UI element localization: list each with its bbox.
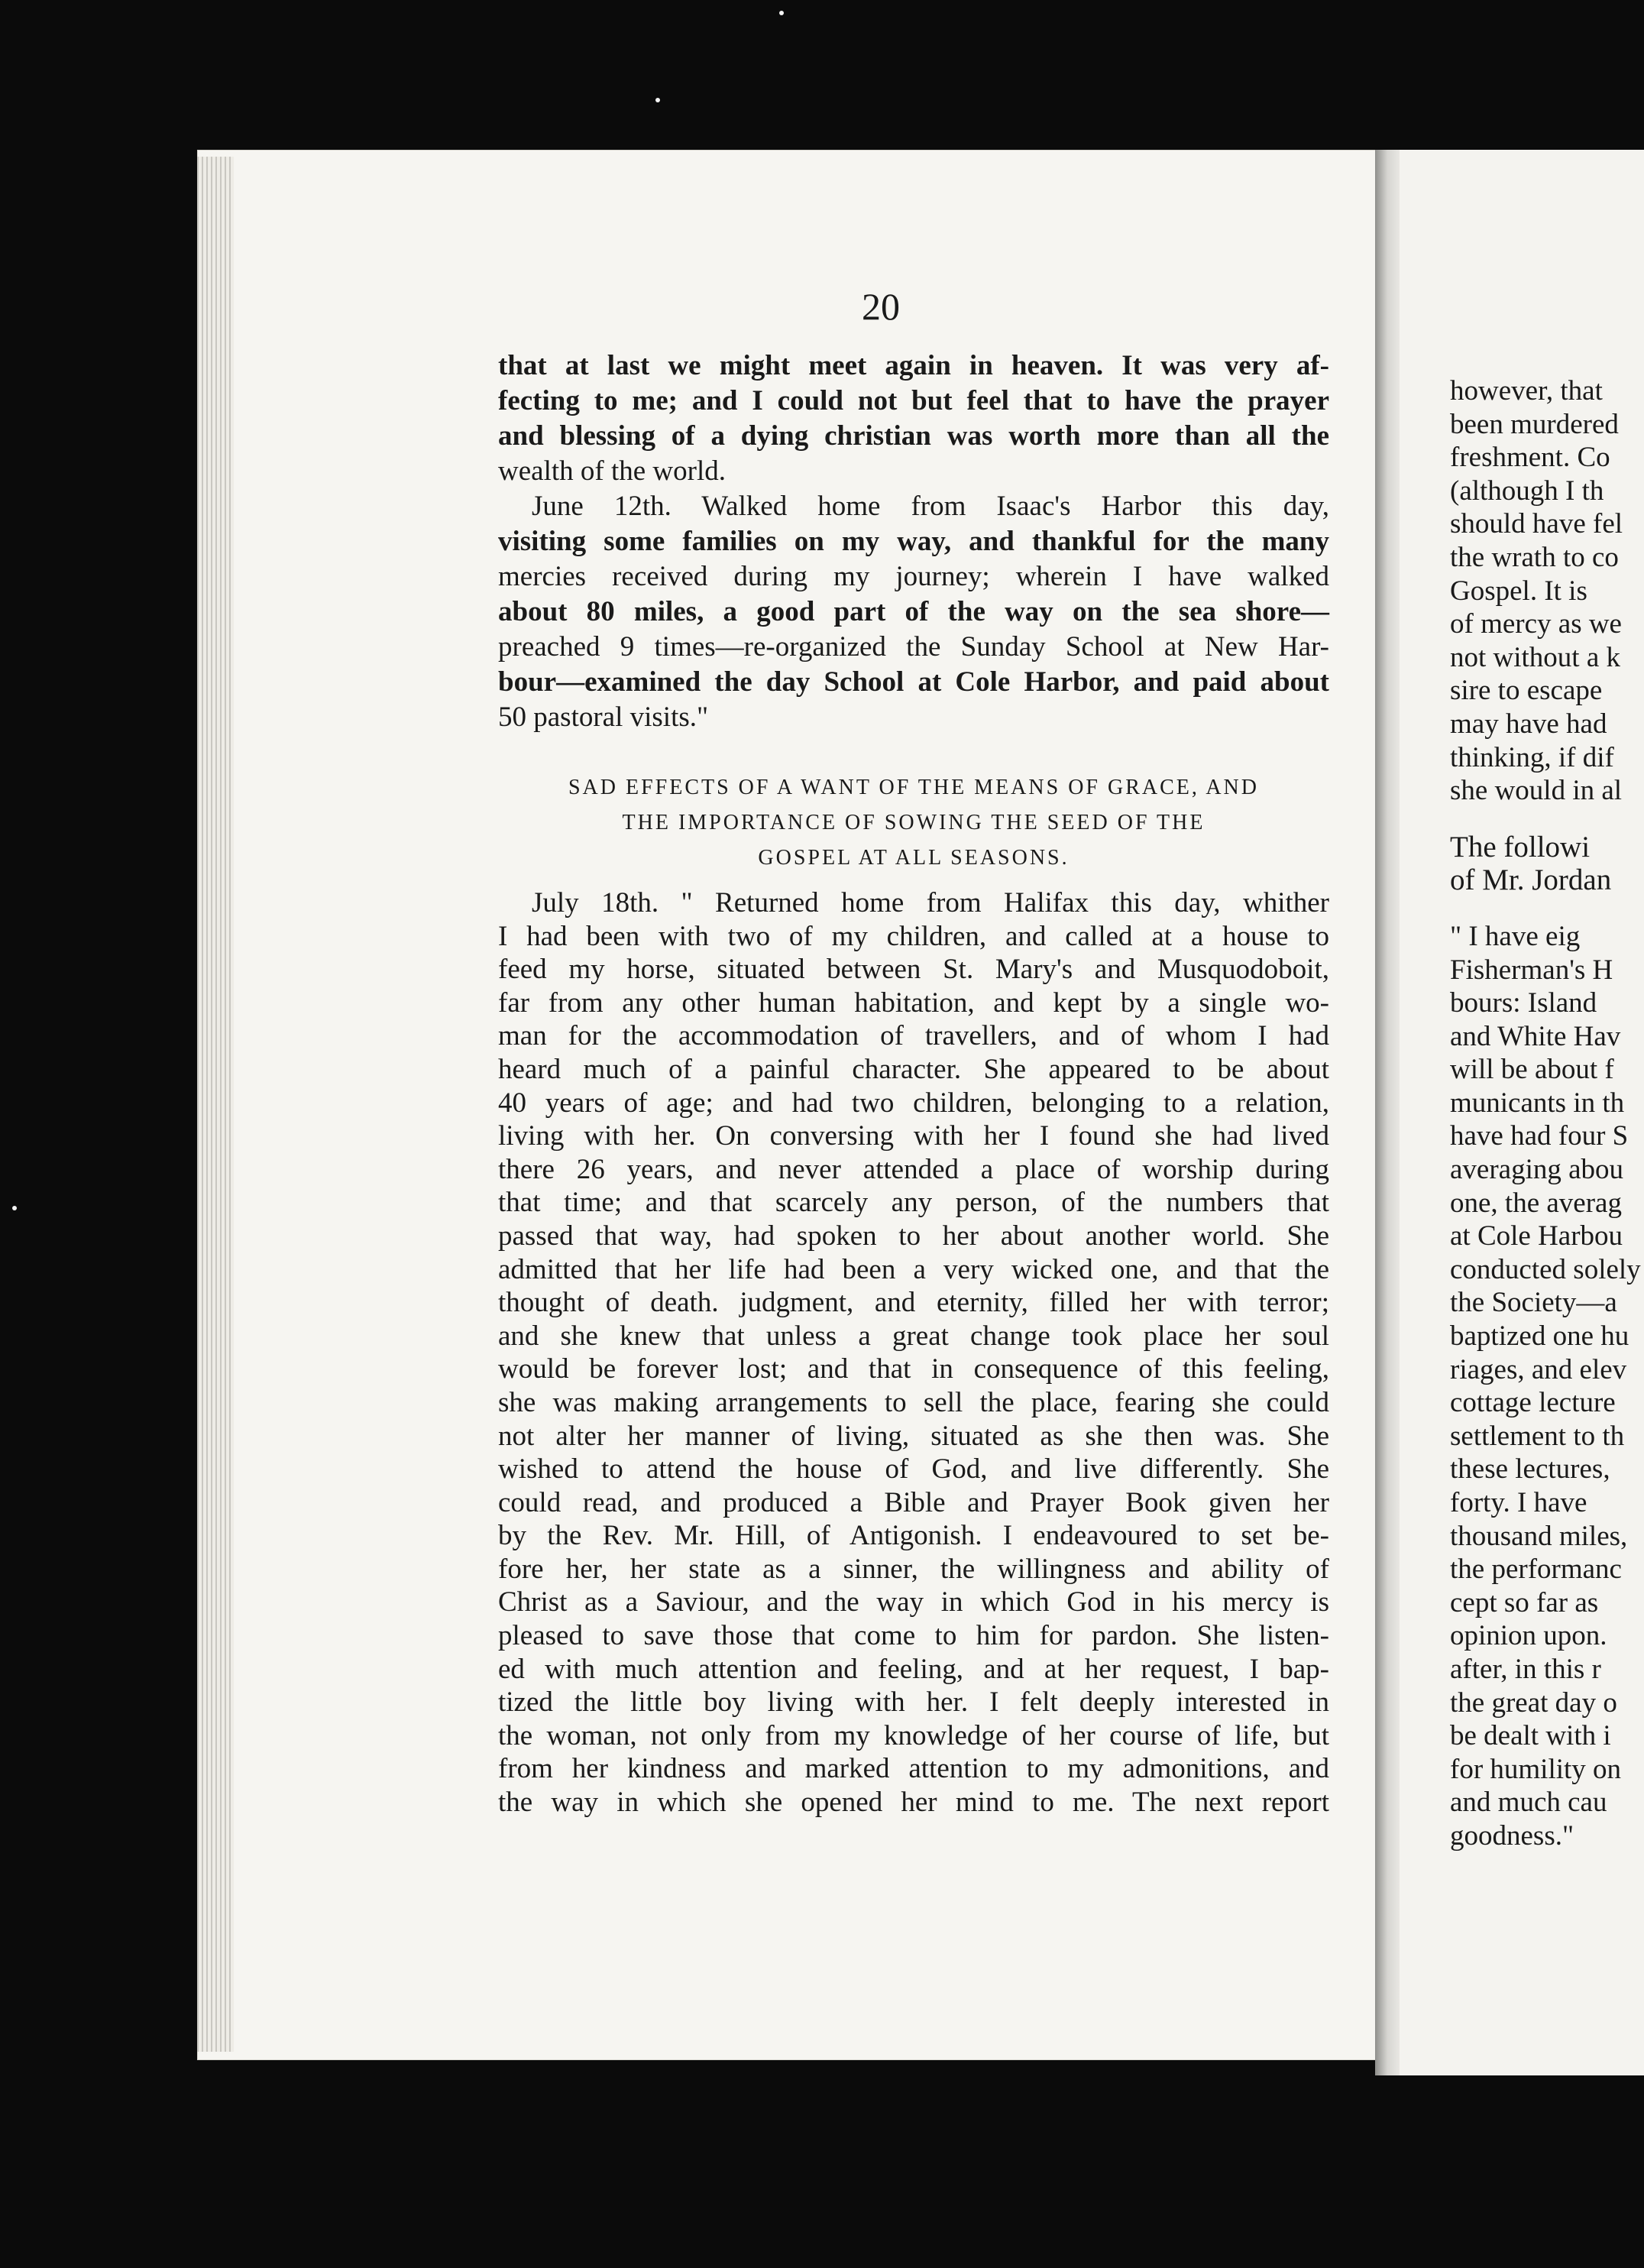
- text-line: fecting to me; and I could not but feel that to have the prayer: [498, 385, 1329, 416]
- text-line: been murdered: [1450, 408, 1619, 440]
- text-line: after, in this r: [1450, 1653, 1601, 1685]
- text-line: far from any other human habitation, and kept by a single wo-: [498, 987, 1329, 1019]
- right-page-text: [1450, 374, 1644, 1853]
- text-line: and much cau: [1450, 1787, 1607, 1819]
- paragraph-gap: [1450, 897, 1644, 920]
- text-line: (although I th: [1450, 475, 1604, 507]
- text-line: conducted solely: [1450, 1253, 1641, 1285]
- text-line: passed that way, had spoken to her about another world. She: [498, 1220, 1329, 1252]
- text-line: from her kindness and marked attention to my admonitions, and: [498, 1753, 1329, 1785]
- text-line: forty. I have: [1450, 1487, 1587, 1518]
- text-line: living with her. On conversing with her I found she had lived: [498, 1120, 1329, 1152]
- text-line: ed with much attention and feeling, and at her request, I bap-: [498, 1653, 1329, 1685]
- text-line: bour—examined the day School at Cole Harbor, and paid about: [498, 666, 1329, 698]
- text-line: not alter her manner of living, situated as she then was. She: [498, 1420, 1329, 1452]
- text-line: thinking, if dif: [1450, 741, 1614, 773]
- text-line: could read, and produced a Bible and Prayer Book given her: [498, 1486, 1329, 1518]
- text-line: June 12th. Walked home from Isaac's Harbor this day,: [532, 491, 1329, 522]
- text-line: will be about f: [1450, 1054, 1614, 1086]
- text-line: the great day o: [1450, 1686, 1617, 1719]
- text-line: and White Hav: [1450, 1020, 1621, 1052]
- scan-speck: [12, 1206, 17, 1210]
- text-line: she would in al: [1450, 775, 1623, 807]
- text-line: municants in th: [1450, 1087, 1625, 1119]
- page-edges: [197, 157, 234, 2052]
- heading-line: SAD EFFECTS OF A WANT OF THE MEANS OF GRACE, AND: [568, 776, 1260, 799]
- text-line: preached 9 times—re-organized the Sunday School at New Har-: [498, 631, 1329, 663]
- text-line: heard much of a painful character. She appeared to be about: [498, 1053, 1329, 1085]
- text-line: be dealt with i: [1450, 1720, 1611, 1752]
- text-line: and blessing of a dying christian was worth more than all the: [498, 420, 1329, 452]
- text-line: settlement to th: [1450, 1420, 1625, 1452]
- text-line: baptized one hu: [1450, 1320, 1629, 1353]
- text-line: mercies received during my journey; wherein I have walked: [498, 561, 1329, 592]
- text-line: the woman, not only from my knowledge of her course of life, but: [498, 1719, 1329, 1751]
- text-line: of Mr. Jordan: [1450, 863, 1612, 897]
- text-line: visiting some families on my way, and thankful for the many: [498, 526, 1329, 557]
- text-line: bours: Island: [1450, 987, 1597, 1019]
- text-line: July 18th. " Returned home from Halifax this day, whither: [532, 887, 1329, 919]
- scan-speck: [779, 11, 784, 15]
- left-paragraphs-top: [498, 348, 1329, 735]
- text-line: cept so far as: [1450, 1586, 1599, 1618]
- text-line: 40 years of age; and had two children, belonging to a relation,: [498, 1087, 1329, 1119]
- heading-line: GOSPEL AT ALL SEASONS.: [758, 846, 1070, 870]
- text-line: goodness.": [1450, 1819, 1574, 1852]
- text-line: about 80 miles, a good part of the way on the sea shore—: [498, 596, 1329, 627]
- text-line: thought of death. judgment, and eternity, filled her with terror;: [498, 1287, 1329, 1319]
- left-paragraph-july: [498, 886, 1329, 1819]
- text-line: that time; and that scarcely any person, of the numbers that: [498, 1187, 1329, 1219]
- text-line: averaging abou: [1450, 1154, 1624, 1186]
- text-line: riages, and elev: [1450, 1353, 1627, 1385]
- text-line: cottage lecture: [1450, 1387, 1616, 1419]
- section-heading: [498, 770, 1329, 876]
- text-line: wealth of the world.: [498, 455, 726, 487]
- text-line: for humility on: [1450, 1753, 1622, 1785]
- text-line: the Society—a: [1450, 1287, 1617, 1319]
- text-line: pleased to save those that come to him for pardon. She listen-: [498, 1620, 1329, 1652]
- text-line: feed my horse, situated between St. Mary's and Musquodoboit,: [498, 954, 1329, 986]
- text-line: thousand miles,: [1450, 1520, 1628, 1552]
- text-line: I had been with two of my children, and called at a house to: [498, 920, 1329, 952]
- text-line: the way in which she opened her mind to me. The next report: [498, 1787, 1329, 1819]
- text-line: these lectures,: [1450, 1453, 1610, 1486]
- text-line: should have fel: [1450, 508, 1623, 540]
- text-line: of mercy as we: [1450, 608, 1622, 640]
- text-line: Christ as a Saviour, and the way in which God in his mercy is: [498, 1586, 1329, 1618]
- text-line: not without a k: [1450, 641, 1621, 673]
- heading-line: THE IMPORTANCE OF SOWING THE SEED OF THE: [622, 811, 1205, 834]
- text-line: the performanc: [1450, 1554, 1622, 1586]
- text-line: Fisherman's H: [1450, 954, 1613, 986]
- text-line: she was making arrangements to sell the place, fearing she could: [498, 1386, 1329, 1418]
- scan-speck: [655, 98, 660, 102]
- text-line: man for the accommodation of travellers, and of whom I had: [498, 1020, 1329, 1052]
- text-line: sire to escape: [1450, 675, 1603, 707]
- text-line: at Cole Harbou: [1450, 1220, 1623, 1252]
- text-line: one, the averag: [1450, 1187, 1622, 1219]
- text-line: tized the little boy living with her. I felt deeply interested in: [498, 1686, 1329, 1719]
- text-line: however, that: [1450, 375, 1603, 407]
- text-line: 50 pastoral visits.": [498, 701, 709, 733]
- text-line: have had four S: [1450, 1120, 1629, 1152]
- text-line: there 26 years, and never attended a place of worship during: [498, 1153, 1329, 1185]
- text-line: would be forever lost; and that in consequence of this feeling,: [498, 1353, 1329, 1385]
- text-line: " I have eig: [1450, 920, 1581, 952]
- paragraph-gap: [1450, 808, 1644, 831]
- text-line: by the Rev. Mr. Hill, of Antigonish. I endeavoured to set be-: [498, 1520, 1329, 1552]
- text-line: wished to attend the house of God, and live differently. She: [498, 1453, 1329, 1486]
- text-line: and she knew that unless a great change took place her soul: [498, 1320, 1329, 1352]
- text-line: the wrath to co: [1450, 541, 1619, 573]
- text-line: Gospel. It is: [1450, 575, 1587, 607]
- page-number: 20: [862, 285, 900, 328]
- text-line: admitted that her life had been a very wicked one, and that the: [498, 1253, 1329, 1285]
- text-line: opinion upon.: [1450, 1620, 1607, 1652]
- text-line: The followi: [1450, 830, 1591, 863]
- text-line: that at last we might meet again in heaven. It was very af-: [498, 350, 1329, 381]
- text-line: freshment. Co: [1450, 442, 1610, 474]
- text-line: fore her, her state as a sinner, the willingness and ability of: [498, 1553, 1329, 1585]
- text-line: may have had: [1450, 708, 1607, 740]
